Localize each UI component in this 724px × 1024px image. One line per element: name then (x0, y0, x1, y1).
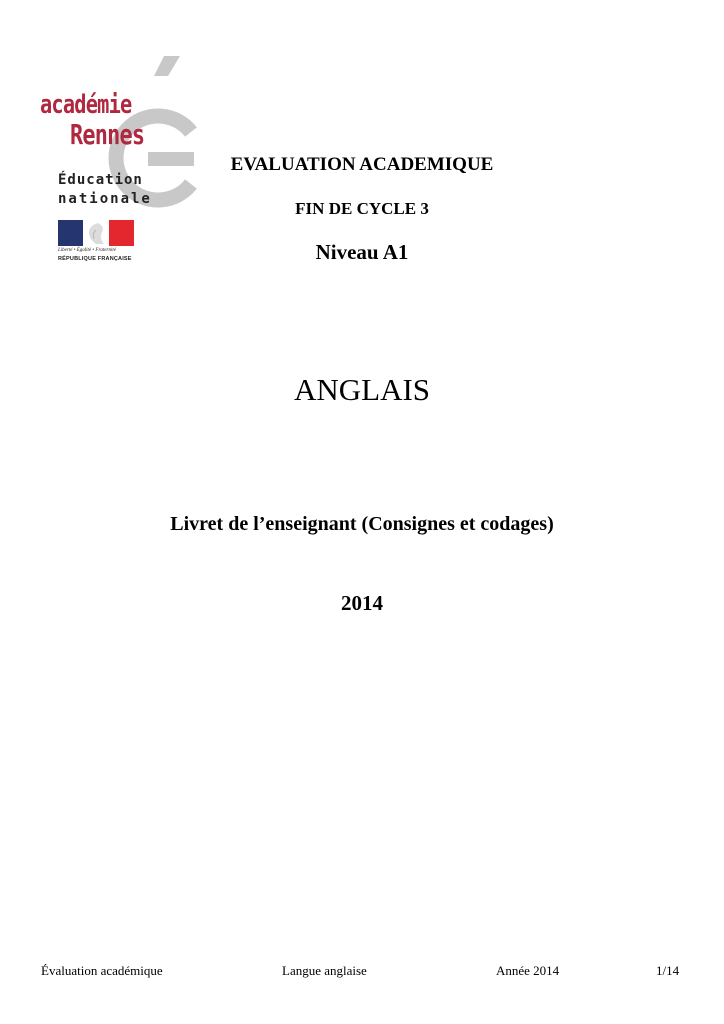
logo-devise-text: Liberté • Égalité • Fraternité (58, 248, 116, 253)
footer-center: Langue anglaise (282, 963, 367, 978)
footer-right: Année 2014 (496, 963, 560, 978)
logo-education-text: Éducation (58, 172, 143, 188)
niveau-heading: Niveau A1 (315, 240, 409, 264)
logo-rennes-text: Rennes (70, 118, 145, 151)
footer-left: Évaluation académique (41, 963, 163, 978)
footer-page-number: 1/14 (656, 963, 680, 978)
year-heading: 2014 (341, 591, 383, 615)
cycle-heading: FIN DE CYCLE 3 (295, 199, 429, 218)
logo-academie-text: académie (40, 90, 132, 120)
logo-republique-text: RÉPUBLIQUE FRANÇAISE (58, 256, 132, 262)
booklet-subtitle: Livret de l’enseignant (Consignes et codages) (170, 513, 554, 535)
logo-nationale-text: nationale (58, 191, 152, 207)
page-title: ANGLAIS (293, 372, 431, 407)
evaluation-heading: EVALUATION ACADEMIQUE (230, 154, 494, 175)
